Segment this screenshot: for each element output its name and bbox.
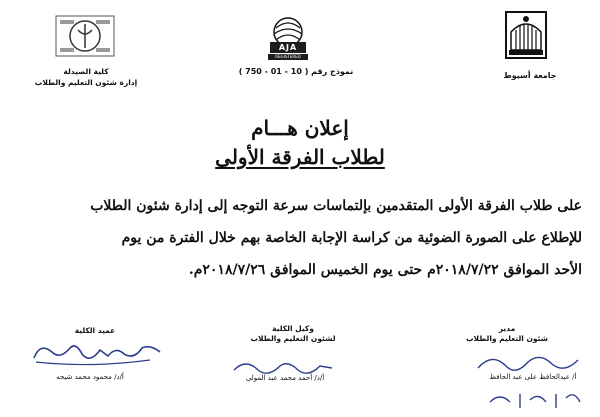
manager-title xyxy=(452,324,562,344)
university-name: جامعة أسيوط xyxy=(503,71,557,80)
body-line-2: للإطلاع على الصورة الضوئية من كراسة الإجابة الخاصة بهم خلال الفترة من يوم xyxy=(121,230,582,246)
manager-title-line2: شئون التعليم والطلاب xyxy=(465,334,549,343)
vice-dean-title-line2: لشئون التعليم والطلاب xyxy=(250,334,336,343)
faculty-department xyxy=(30,66,142,88)
announcement-subtitle-text: لطلاب الفرقة الأولى xyxy=(215,145,385,169)
body-line-1: على طلاب الفرقة الأولى المتقدمين بإلتماسات سرعة التوجه إلى إدارة شئون الطلاب xyxy=(90,198,582,214)
body-line-3: الأحد الموافق ٢٠١٨/٧/٢٢م حتى يوم الخميس الموافق ٢٠١٨/٧/٢٦م. xyxy=(188,262,582,278)
manager-signature xyxy=(470,350,590,414)
dean-name: أ/د/ محمود محمد شيحه xyxy=(56,373,124,381)
department-name: إدارة شئون التعليم والطلاب xyxy=(34,78,138,87)
announcement-title: إعلان هـــام xyxy=(251,116,349,140)
dean-title: عميد الكلية xyxy=(74,326,116,335)
aja-logo-text: AJA xyxy=(270,42,306,53)
iso-faculty-logo xyxy=(54,12,116,60)
vice-dean-name: أ/د/ أحمد محمد عبد المولى xyxy=(245,374,325,382)
aja-logo-sub: REGISTERED xyxy=(268,54,308,60)
assiut-university-logo xyxy=(503,10,549,70)
manager-title-line1: مدير xyxy=(498,324,516,333)
vice-dean-title xyxy=(238,324,348,344)
form-number: نموذج رقم ( 10 - 01 - 750 ) xyxy=(238,67,354,76)
announcement-subtitle xyxy=(180,145,420,169)
vice-dean-title-line1: وكيل الكلية xyxy=(272,324,314,333)
dean-signature xyxy=(30,338,170,372)
faculty-name: كلية الصيدلة xyxy=(63,67,109,76)
manager-name: أ/ عبدالحافظ على عبد الحافظ xyxy=(489,373,577,381)
announcement-body xyxy=(26,190,582,286)
